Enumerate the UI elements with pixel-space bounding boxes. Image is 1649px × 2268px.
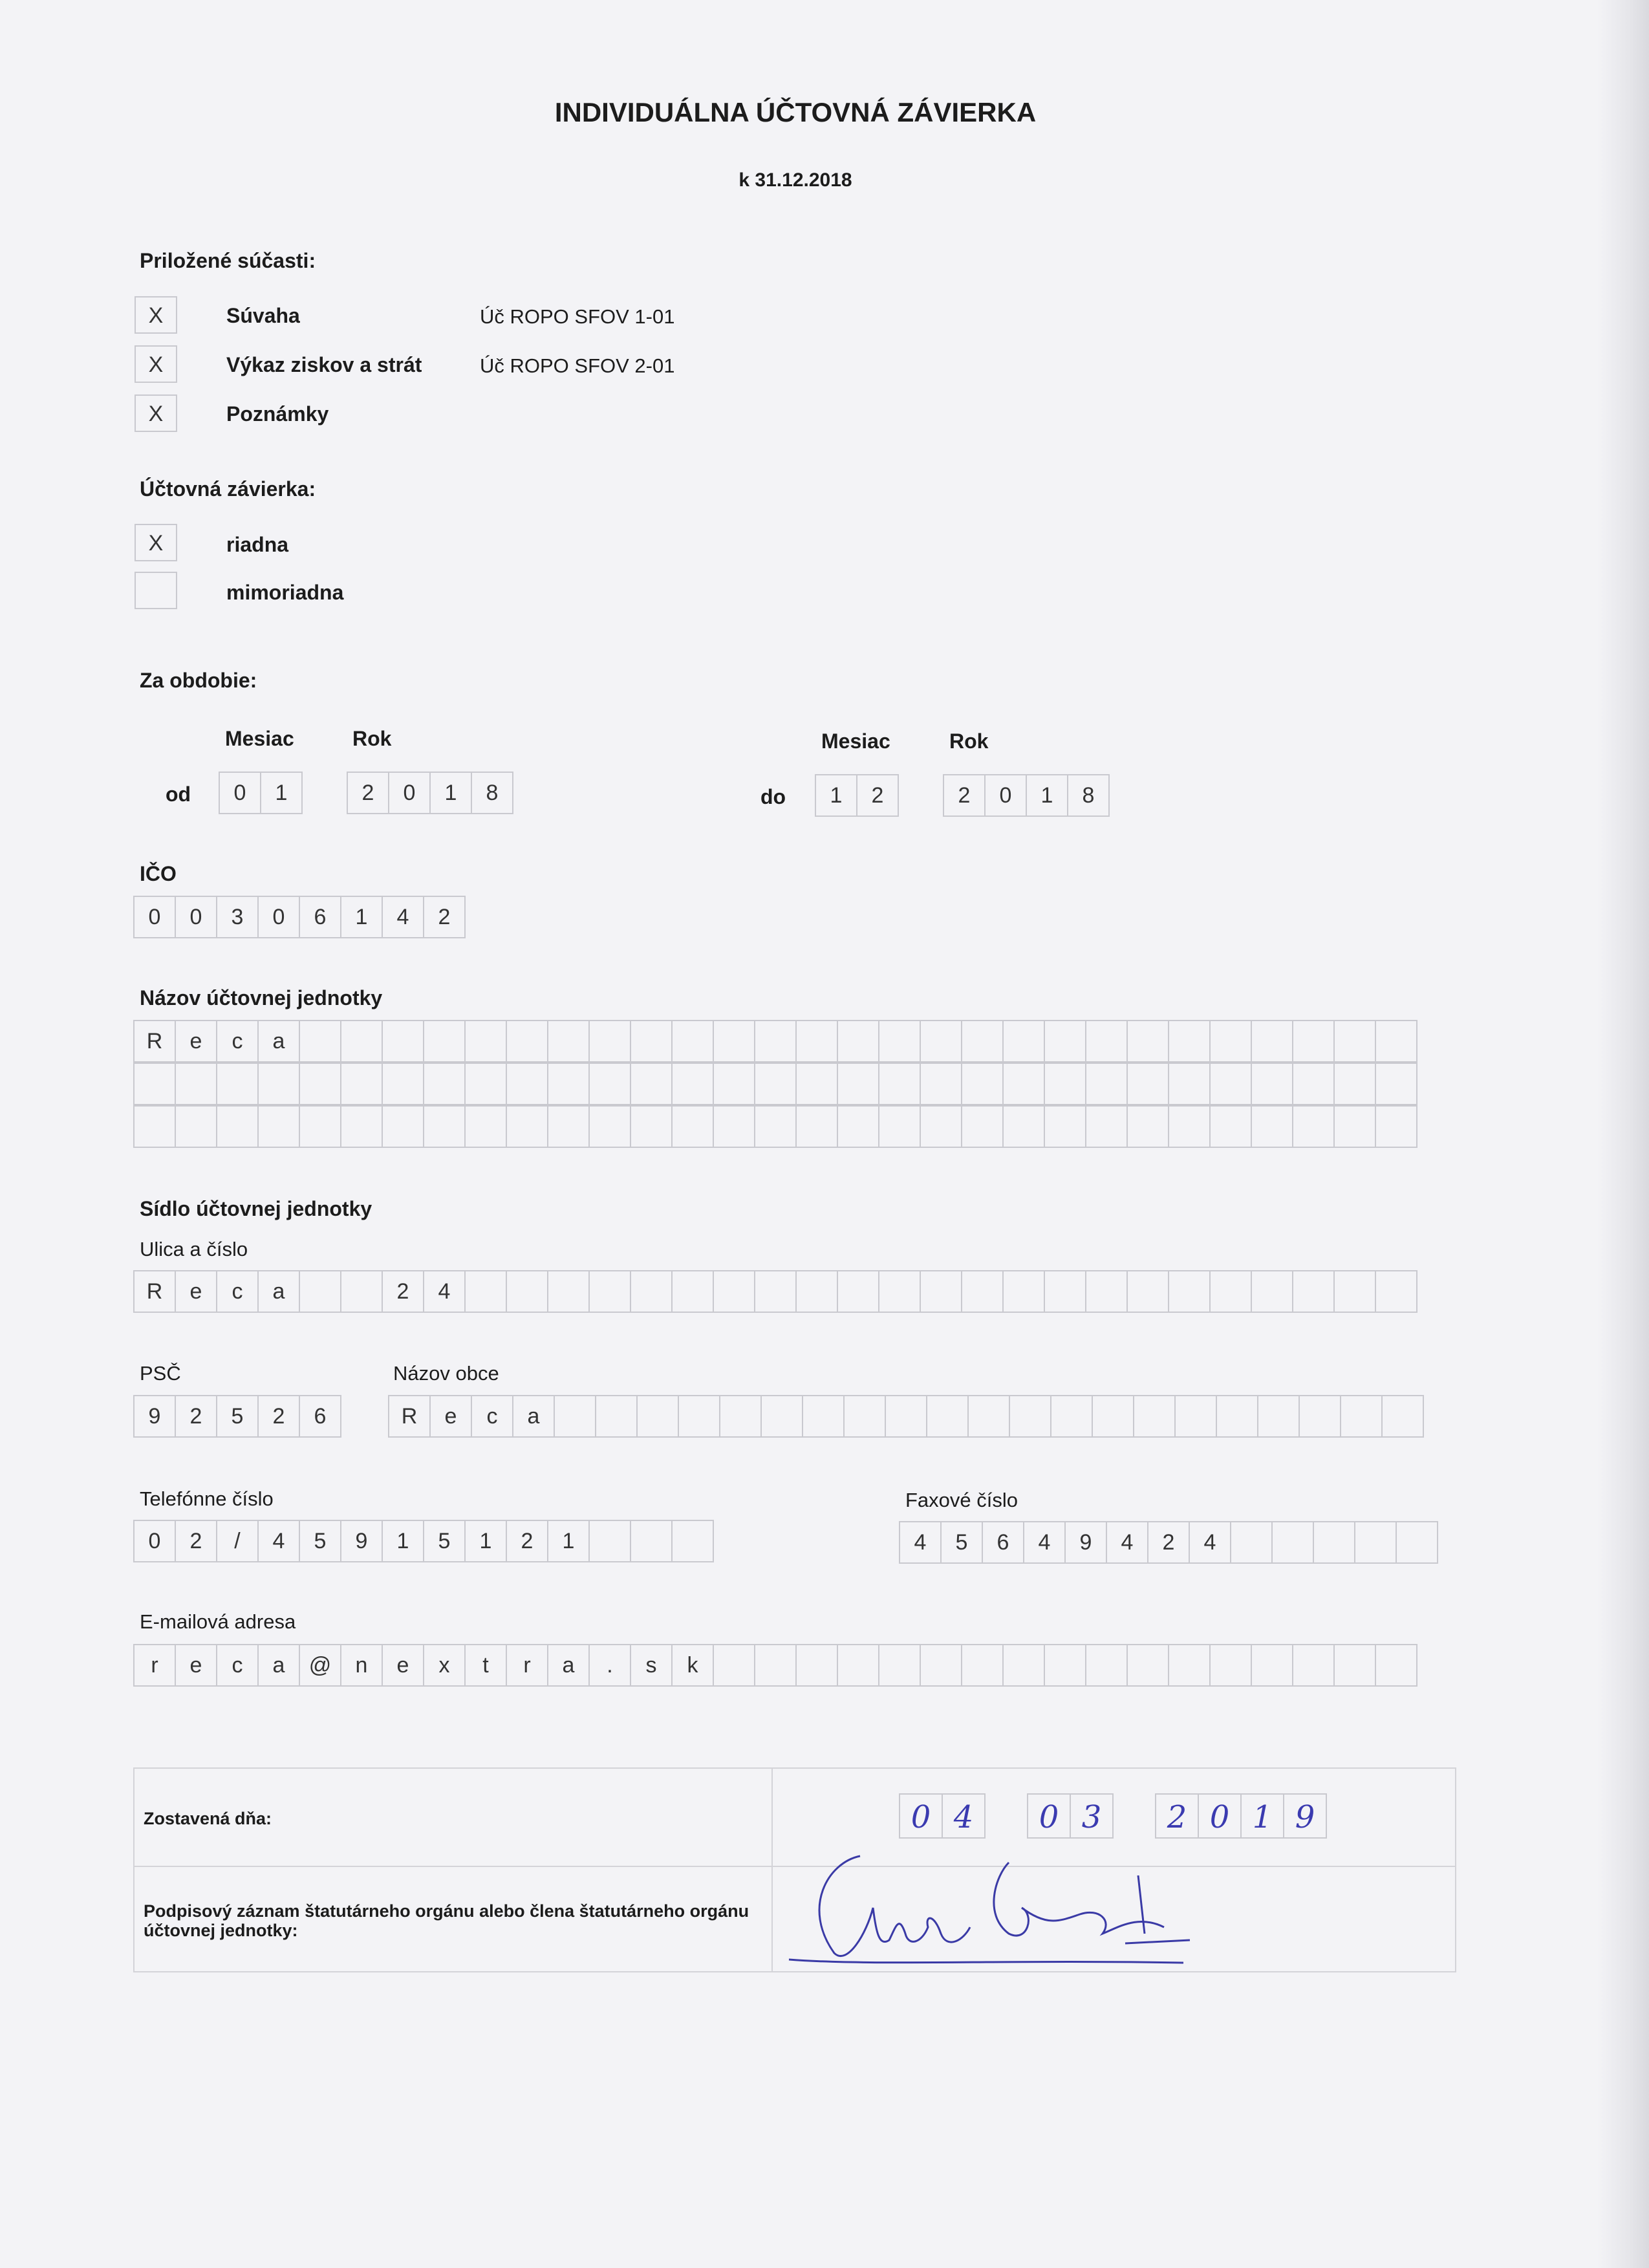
city-field[interactable] (388, 1395, 1424, 1438)
char-cell: 4 (1107, 1521, 1148, 1564)
char-cell (507, 1063, 548, 1105)
char-cell (1252, 1105, 1293, 1148)
char-cell (300, 1063, 341, 1105)
char-cell (590, 1020, 631, 1063)
char-cell (921, 1644, 962, 1687)
char-cell (962, 1020, 1004, 1063)
char-cell (259, 1105, 300, 1148)
char-cell (631, 1020, 673, 1063)
attachments-heading: Priložené súčasti: (140, 249, 316, 272)
char-cell (1128, 1270, 1169, 1313)
char-cell: 2 (507, 1520, 548, 1562)
compiled-day-field[interactable] (899, 1793, 986, 1839)
char-cell (679, 1395, 720, 1438)
char-cell (673, 1020, 714, 1063)
char-cell (962, 1644, 1004, 1687)
char-cell (714, 1105, 755, 1148)
char-cell (838, 1644, 879, 1687)
char-cell (1086, 1020, 1128, 1063)
char-cell: 1 (261, 772, 303, 814)
char-cell (466, 1020, 507, 1063)
char-cell: 4 (259, 1520, 300, 1562)
char-cell: 2 (383, 1270, 424, 1313)
char-cell (341, 1063, 383, 1105)
char-cell (1004, 1105, 1045, 1148)
char-cell: R (135, 1020, 176, 1063)
char-cell (383, 1063, 424, 1105)
char-cell: 0 (1199, 1793, 1242, 1839)
char-cell (176, 1105, 217, 1148)
char-cell (879, 1020, 921, 1063)
ico-label: IČO (140, 862, 177, 885)
char-cell (1004, 1644, 1045, 1687)
char-cell (921, 1063, 962, 1105)
char-cell (879, 1063, 921, 1105)
char-cell: 1 (816, 774, 857, 817)
char-cell (1045, 1105, 1086, 1148)
char-cell (590, 1520, 631, 1562)
char-cell (962, 1270, 1004, 1313)
char-cell (631, 1063, 673, 1105)
char-cell (1376, 1063, 1417, 1105)
char-cell (1093, 1395, 1134, 1438)
char-cell (135, 1063, 176, 1105)
char-cell: 1 (548, 1520, 590, 1562)
char-cell (755, 1270, 797, 1313)
char-cell (1383, 1395, 1424, 1438)
char-cell: 0 (1028, 1793, 1071, 1839)
char-cell (714, 1270, 755, 1313)
char-cell (1086, 1644, 1128, 1687)
char-cell (838, 1063, 879, 1105)
char-cell (1176, 1395, 1217, 1438)
char-cell (135, 1105, 176, 1148)
char-cell (1211, 1105, 1252, 1148)
char-cell: a (259, 1270, 300, 1313)
char-cell: a (513, 1395, 555, 1438)
from-month-label: Mesiac (225, 727, 294, 750)
char-cell: c (217, 1270, 259, 1313)
attachment-code-suvaha: Úč ROPO SFOV 1-01 (480, 305, 675, 328)
attachment-label-suvaha: Súvaha (226, 304, 300, 327)
char-cell (1341, 1395, 1383, 1438)
char-cell (720, 1395, 762, 1438)
char-cell (762, 1395, 803, 1438)
char-cell: 2 (1148, 1521, 1190, 1564)
char-cell (507, 1020, 548, 1063)
char-cell (1252, 1270, 1293, 1313)
char-cell: 5 (942, 1521, 983, 1564)
char-cell (755, 1105, 797, 1148)
char-cell (755, 1063, 797, 1105)
char-cell (1335, 1270, 1376, 1313)
char-cell (466, 1063, 507, 1105)
document-title: INDIVIDUÁLNA ÚČTOVNÁ ZÁVIERKA (554, 97, 1037, 127)
compiled-month-field[interactable] (1027, 1793, 1114, 1839)
char-cell (1376, 1270, 1417, 1313)
char-cell: 0 (135, 896, 176, 938)
street-field[interactable] (133, 1270, 1417, 1313)
char-cell: / (217, 1520, 259, 1562)
char-cell (631, 1520, 673, 1562)
to-month-field[interactable] (815, 774, 899, 817)
email-label: E-mailová adresa (140, 1610, 296, 1633)
char-cell (217, 1063, 259, 1105)
char-cell (1355, 1521, 1397, 1564)
statement-type-mimoriadna: mimoriadna (226, 581, 344, 604)
char-cell (1252, 1063, 1293, 1105)
char-cell (797, 1105, 838, 1148)
char-cell: e (176, 1644, 217, 1687)
char-cell (921, 1105, 962, 1148)
char-cell (1169, 1105, 1211, 1148)
char-cell (755, 1644, 797, 1687)
char-cell (714, 1644, 755, 1687)
char-cell (962, 1105, 1004, 1148)
char-cell (1169, 1644, 1211, 1687)
char-cell (1128, 1105, 1169, 1148)
char-cell (217, 1105, 259, 1148)
char-cell (507, 1270, 548, 1313)
checkbox-poznamky[interactable]: X (135, 394, 177, 432)
char-cell: c (472, 1395, 513, 1438)
char-cell (1169, 1063, 1211, 1105)
char-cell: 2 (259, 1395, 300, 1438)
char-cell: r (135, 1644, 176, 1687)
char-cell (590, 1105, 631, 1148)
char-cell (466, 1270, 507, 1313)
char-cell (962, 1063, 1004, 1105)
char-cell (1211, 1270, 1252, 1313)
char-cell: R (135, 1270, 176, 1313)
email-field[interactable] (133, 1644, 1417, 1687)
char-cell (596, 1395, 638, 1438)
char-cell: a (259, 1020, 300, 1063)
char-cell: k (673, 1644, 714, 1687)
ico-field[interactable] (133, 896, 466, 938)
char-cell: r (507, 1644, 548, 1687)
checkbox-suvaha[interactable]: X (135, 296, 177, 334)
char-cell: 1 (383, 1520, 424, 1562)
char-cell: 4 (900, 1521, 942, 1564)
char-cell: 2 (1156, 1793, 1199, 1839)
from-year-label: Rok (352, 727, 392, 750)
entity-name-label: Názov účtovnej jednotky (140, 986, 383, 1010)
checkbox-riadna[interactable]: X (135, 524, 177, 561)
char-cell (1314, 1521, 1355, 1564)
char-cell: 0 (220, 772, 261, 814)
char-cell (1293, 1644, 1335, 1687)
char-cell: 2 (944, 774, 986, 817)
char-cell (548, 1020, 590, 1063)
char-cell (300, 1105, 341, 1148)
char-cell (631, 1270, 673, 1313)
char-cell (1335, 1105, 1376, 1148)
attachment-label-vykaz: Výkaz ziskov a strát (226, 353, 422, 376)
char-cell (590, 1063, 631, 1105)
char-cell (1045, 1270, 1086, 1313)
char-cell: e (176, 1020, 217, 1063)
char-cell: 2 (424, 896, 466, 938)
char-cell: c (217, 1020, 259, 1063)
street-label: Ulica a číslo (140, 1238, 248, 1260)
char-cell (259, 1063, 300, 1105)
to-year-field[interactable] (943, 774, 1110, 817)
char-cell: 0 (389, 772, 431, 814)
char-cell (1004, 1020, 1045, 1063)
entity-name-field-row-3[interactable] (133, 1105, 1417, 1148)
char-cell (838, 1020, 879, 1063)
char-cell (1293, 1063, 1335, 1105)
char-cell: 1 (431, 772, 472, 814)
char-cell (1376, 1644, 1417, 1687)
char-cell: 8 (1068, 774, 1110, 817)
from-month-field[interactable] (219, 772, 303, 814)
char-cell (1335, 1063, 1376, 1105)
char-cell (555, 1395, 596, 1438)
char-cell (1128, 1063, 1169, 1105)
char-cell: 4 (943, 1793, 986, 1839)
char-cell (1010, 1395, 1051, 1438)
to-label: do (760, 785, 786, 808)
char-cell: 9 (135, 1395, 176, 1438)
fax-field[interactable] (899, 1521, 1438, 1564)
char-cell: R (389, 1395, 431, 1438)
char-cell (797, 1270, 838, 1313)
char-cell (1211, 1063, 1252, 1105)
phone-field[interactable] (133, 1520, 714, 1562)
char-cell: 6 (300, 896, 341, 938)
city-label: Názov obce (393, 1362, 499, 1385)
char-cell (300, 1270, 341, 1313)
char-cell (1376, 1105, 1417, 1148)
signature-divider (771, 1767, 773, 1972)
char-cell: x (424, 1644, 466, 1687)
char-cell: 9 (1284, 1793, 1327, 1839)
char-cell: 0 (259, 896, 300, 938)
char-cell (1134, 1395, 1176, 1438)
phone-label: Telefónne číslo (140, 1487, 274, 1510)
zip-field[interactable] (133, 1395, 341, 1438)
char-cell: 4 (1024, 1521, 1066, 1564)
char-cell (1300, 1395, 1341, 1438)
char-cell (300, 1020, 341, 1063)
char-cell: e (176, 1270, 217, 1313)
char-cell: 0 (986, 774, 1027, 817)
char-cell (803, 1395, 845, 1438)
char-cell: 0 (176, 896, 217, 938)
char-cell (1128, 1020, 1169, 1063)
char-cell (1004, 1270, 1045, 1313)
char-cell: s (631, 1644, 673, 1687)
char-cell (845, 1395, 886, 1438)
statement-type-riadna: riadna (226, 533, 289, 556)
char-cell (1004, 1063, 1045, 1105)
char-cell (714, 1020, 755, 1063)
char-cell: 8 (472, 772, 513, 814)
char-cell (548, 1270, 590, 1313)
char-cell (879, 1644, 921, 1687)
char-cell: 6 (983, 1521, 1024, 1564)
char-cell (927, 1395, 969, 1438)
char-cell (176, 1063, 217, 1105)
char-cell (1335, 1644, 1376, 1687)
from-label: od (166, 783, 191, 806)
char-cell (383, 1105, 424, 1148)
char-cell (1045, 1020, 1086, 1063)
char-cell (341, 1020, 383, 1063)
address-heading: Sídlo účtovnej jednotky (140, 1197, 372, 1220)
char-cell (1128, 1644, 1169, 1687)
char-cell (1086, 1270, 1128, 1313)
document-date: k 31.12.2018 (738, 169, 852, 191)
char-cell: 2 (348, 772, 389, 814)
char-cell (1086, 1105, 1128, 1148)
char-cell (1258, 1395, 1300, 1438)
fax-label: Faxové číslo (905, 1489, 1018, 1511)
char-cell (879, 1105, 921, 1148)
char-cell: 5 (300, 1520, 341, 1562)
char-cell: 0 (135, 1520, 176, 1562)
compiled-year-field[interactable] (1155, 1793, 1327, 1839)
char-cell (1397, 1521, 1438, 1564)
char-cell (879, 1270, 921, 1313)
char-cell (1169, 1020, 1211, 1063)
char-cell (466, 1105, 507, 1148)
char-cell (424, 1063, 466, 1105)
char-cell (1376, 1020, 1417, 1063)
char-cell (1169, 1270, 1211, 1313)
char-cell: 5 (424, 1520, 466, 1562)
to-month-label: Mesiac (821, 729, 890, 753)
char-cell (969, 1395, 1010, 1438)
char-cell (1086, 1063, 1128, 1105)
char-cell (548, 1063, 590, 1105)
char-cell (1293, 1270, 1335, 1313)
char-cell (424, 1105, 466, 1148)
period-heading: Za obdobie: (140, 669, 257, 692)
char-cell (631, 1105, 673, 1148)
char-cell: 4 (383, 896, 424, 938)
char-cell (1293, 1020, 1335, 1063)
char-cell (673, 1063, 714, 1105)
char-cell (921, 1270, 962, 1313)
char-cell: 4 (1190, 1521, 1231, 1564)
char-cell (507, 1105, 548, 1148)
char-cell (797, 1644, 838, 1687)
char-cell (1045, 1644, 1086, 1687)
char-cell: a (259, 1644, 300, 1687)
char-cell (1252, 1644, 1293, 1687)
char-cell (921, 1020, 962, 1063)
char-cell: 5 (217, 1395, 259, 1438)
from-year-field[interactable] (347, 772, 513, 814)
to-year-label: Rok (949, 729, 989, 753)
char-cell (1045, 1063, 1086, 1105)
char-cell (886, 1395, 927, 1438)
char-cell (714, 1063, 755, 1105)
char-cell (1051, 1395, 1093, 1438)
char-cell (383, 1020, 424, 1063)
attachment-label-poznamky: Poznámky (226, 402, 329, 426)
paper-edge-shadow (1597, 0, 1649, 2268)
handwritten-signature (776, 1837, 1203, 1972)
char-cell (1211, 1644, 1252, 1687)
char-cell (424, 1020, 466, 1063)
char-cell (838, 1270, 879, 1313)
statement-type-heading: Účtovná závierka: (140, 477, 316, 501)
char-cell (1293, 1105, 1335, 1148)
char-cell (341, 1270, 383, 1313)
compiled-date-label: Zostavená dňa: (144, 1809, 272, 1828)
char-cell: 2 (857, 774, 899, 817)
char-cell: @ (300, 1644, 341, 1687)
char-cell (590, 1270, 631, 1313)
char-cell (797, 1020, 838, 1063)
char-cell: 1 (1027, 774, 1068, 817)
char-cell: . (590, 1644, 631, 1687)
char-cell (673, 1105, 714, 1148)
char-cell: a (548, 1644, 590, 1687)
char-cell (797, 1063, 838, 1105)
char-cell (638, 1395, 679, 1438)
char-cell: 9 (1066, 1521, 1107, 1564)
signature-label: Podpisový záznam štatutárneho orgánu alebo člena štatutárneho orgánu účtovnej jednotky: (144, 1901, 749, 1940)
char-cell (673, 1520, 714, 1562)
char-cell: 3 (1071, 1793, 1114, 1839)
char-cell (1217, 1395, 1258, 1438)
char-cell: t (466, 1644, 507, 1687)
char-cell: 9 (341, 1520, 383, 1562)
char-cell: 2 (176, 1520, 217, 1562)
char-cell (1231, 1521, 1273, 1564)
char-cell: 1 (466, 1520, 507, 1562)
entity-name-field-row-2[interactable] (133, 1063, 1417, 1105)
char-cell (838, 1105, 879, 1148)
char-cell (1252, 1020, 1293, 1063)
char-cell: 1 (1242, 1793, 1284, 1839)
char-cell (341, 1105, 383, 1148)
char-cell: 6 (300, 1395, 341, 1438)
checkbox-vykaz[interactable]: X (135, 345, 177, 383)
char-cell: n (341, 1644, 383, 1687)
char-cell: c (217, 1644, 259, 1687)
char-cell: 0 (900, 1793, 943, 1839)
char-cell: 3 (217, 896, 259, 938)
attachment-code-vykaz: Úč ROPO SFOV 2-01 (480, 354, 675, 377)
char-cell (1273, 1521, 1314, 1564)
char-cell: e (383, 1644, 424, 1687)
char-cell: 1 (341, 896, 383, 938)
char-cell (1211, 1020, 1252, 1063)
char-cell (673, 1270, 714, 1313)
zip-label: PSČ (140, 1362, 181, 1385)
entity-name-field-row-1[interactable] (133, 1020, 1417, 1063)
char-cell: 2 (176, 1395, 217, 1438)
checkbox-mimoriadna[interactable] (135, 572, 177, 609)
char-cell: e (431, 1395, 472, 1438)
char-cell (548, 1105, 590, 1148)
char-cell: 4 (424, 1270, 466, 1313)
char-cell (755, 1020, 797, 1063)
char-cell (1335, 1020, 1376, 1063)
